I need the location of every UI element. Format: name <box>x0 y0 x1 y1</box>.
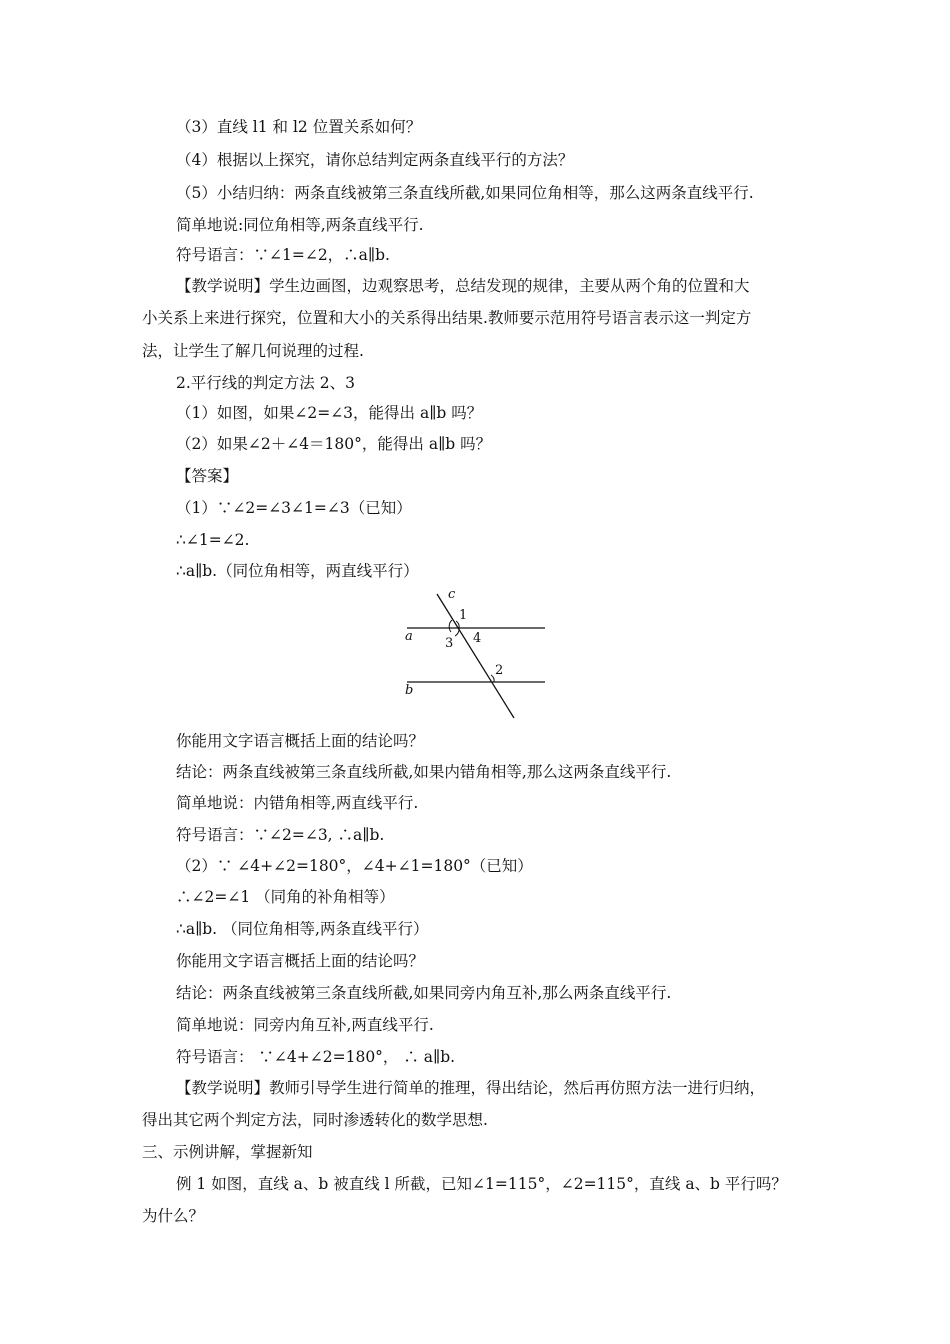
text-line: 得出其它两个判定方法，同时渗透转化的数学思想. <box>142 1111 488 1129</box>
text-line: ∴∠2=∠1 （同角的补角相等） <box>176 888 395 906</box>
text-line: 小关系上来进行探究，位置和大小的关系得出结果.教师要示范用符号语言表示这一判定方 <box>142 309 752 327</box>
text-line: （2）如果∠2＋∠4＝180°，能得出 a∥b 吗？ <box>176 435 492 453</box>
text-line: 符号语言：∵∠2=∠3, ∴a∥b. <box>176 826 385 844</box>
text-line: 结论：两条直线被第三条直线所截,如果内错角相等,那么这两条直线平行. <box>176 763 672 781</box>
label-angle-2: 2 <box>495 663 504 678</box>
label-angle-4: 4 <box>473 631 482 646</box>
label-angle-1: 1 <box>459 608 468 623</box>
label-c: c <box>448 588 456 602</box>
text-line: （5）小结归纳：两条直线被第三条直线所截,如果同位角相等，那么这两条直线平行. <box>176 184 754 202</box>
text-line: 简单地说:同位角相等,两条直线平行. <box>176 216 424 234</box>
text-line: （3）直线 l1 和 l2 位置关系如何？ <box>176 118 422 136</box>
example-text: 例 1 如图，直线 a、b 被直线 l 所截，已知∠1=115°，∠2=115°，直线 a、b 平行吗？ <box>176 1175 787 1193</box>
text-line: 符号语言： ∵∠4+∠2=180°， ∴ a∥b. <box>176 1048 456 1066</box>
text-line: 结论：两条直线被第三条直线所截,如果同旁内角互补,那么两条直线平行. <box>176 984 672 1002</box>
angle-arc-3 <box>449 620 452 632</box>
example-text: 为什么？ <box>142 1207 205 1225</box>
section-heading: 2.平行线的判定方法 2、3 <box>176 374 355 392</box>
answer-heading: 【答案】 <box>176 467 239 485</box>
text-line: ∴∠1=∠2. <box>176 531 250 549</box>
text-line: 简单地说：内错角相等,两直线平行. <box>176 794 419 812</box>
parallel-lines-diagram <box>395 588 555 720</box>
teaching-note: 【教学说明】教师引导学生进行简单的推理，得出结论，然后再仿照方法一进行归纳， <box>176 1079 766 1097</box>
text-line: （4）根据以上探究，请你总结判定两条直线平行的方法？ <box>176 151 574 169</box>
text-line: 简单地说：同旁内角互补,两直线平行. <box>176 1016 434 1034</box>
text-line: ∴a∥b. （同位角相等,两条直线平行） <box>176 920 429 938</box>
section-heading: 三、示例讲解，掌握新知 <box>142 1143 313 1161</box>
text-line: 你能用文字语言概括上面的结论吗？ <box>176 732 425 750</box>
text-line: （1）如图，如果∠2=∠3，能得出 a∥b 吗？ <box>176 404 483 422</box>
label-a: a <box>405 629 413 644</box>
parallel-lines-figure <box>395 588 555 720</box>
text-line: 法，让学生了解几何说理的过程. <box>142 342 364 360</box>
label-b: b <box>405 683 414 698</box>
transversal-c <box>437 594 514 718</box>
text-line: （2）∵ ∠4+∠2=180°，∠4+∠1=180°（已知） <box>176 857 533 875</box>
label-angle-3: 3 <box>445 636 454 651</box>
text-line: 符号语言：∵∠1=∠2，∴a∥b. <box>176 246 390 264</box>
text-line: ∴a∥b.（同位角相等，两直线平行） <box>176 562 419 580</box>
teaching-note: 【教学说明】学生边画图，边观察思考，总结发现的规律，主要从两个角的位置和大 <box>176 277 750 295</box>
text-line: （1）∵∠2=∠3∠1=∠3（已知） <box>176 499 412 517</box>
text-line: 你能用文字语言概括上面的结论吗？ <box>176 952 425 970</box>
